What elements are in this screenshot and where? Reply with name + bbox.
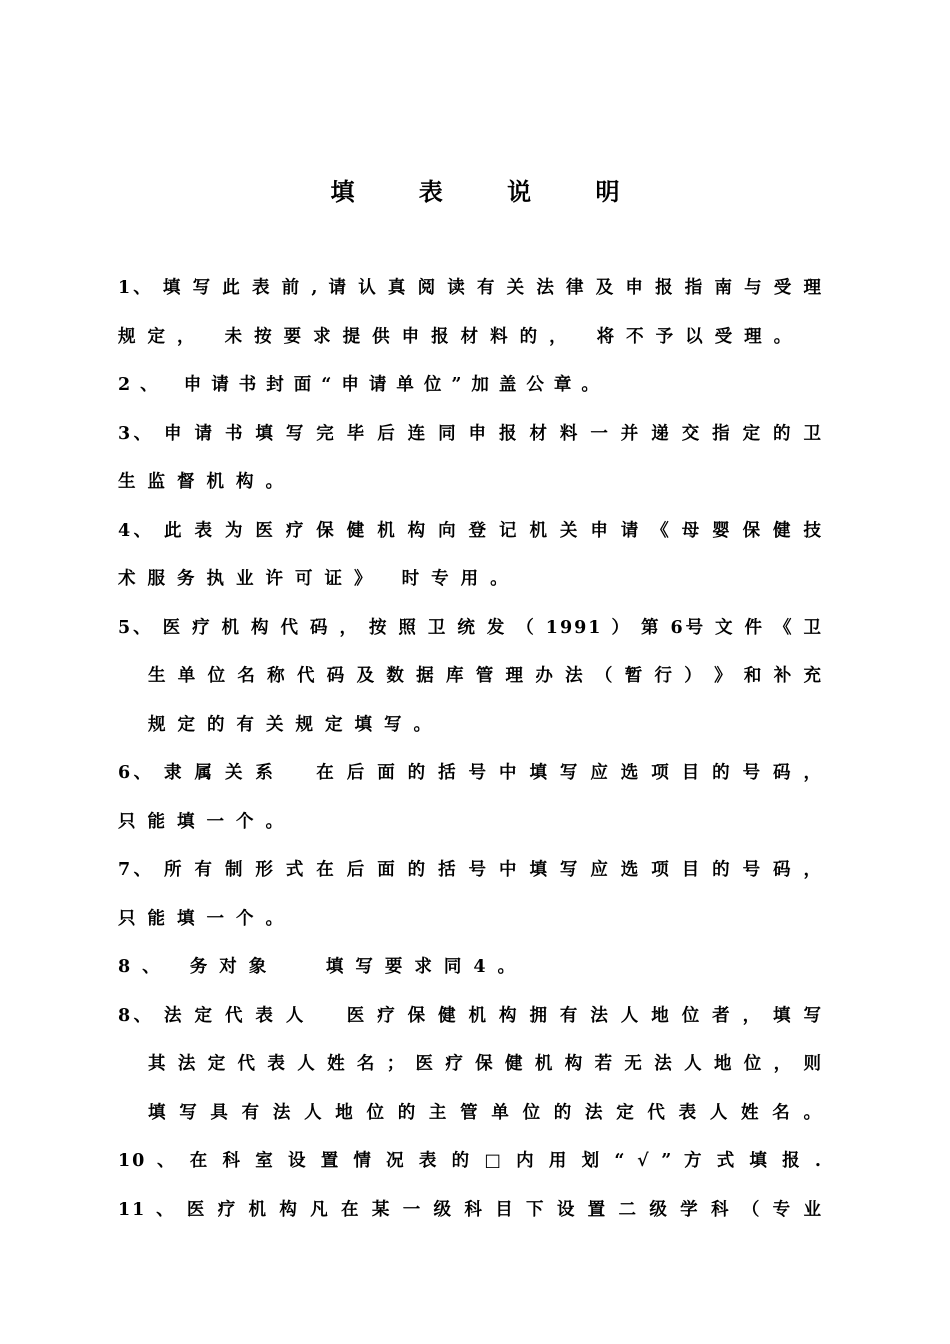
instruction-line: 5、 医 疗 机 构 代 码 ， 按 照 卫 统 发 （ 1991 ） 第 6号 文 件 《 卫: [118, 617, 823, 638]
instruction-line: 填 写 具 有 法 人 地 位 的 主 管 单 位 的 法 定 代 表 人 姓 名 。: [148, 1102, 823, 1123]
instruction-line: 10 、 在 科 室 设 置 情 况 表 的 □ 内 用 划 “ √ ” 方 式 填 报 .: [118, 1151, 823, 1171]
instruction-line: 只能填一个。: [118, 811, 295, 832]
instruction-line: 8、 法 定 代 表 人 医 疗 保 健 机 构 拥 有 法 人 地 位 者 ， 填 写: [118, 1005, 823, 1026]
instruction-line: 6、 隶 属 关 系 在 后 面 的 括 号 中 填 写 应 选 项 目 的 号 码 ，: [118, 763, 823, 783]
instruction-line: 只能填一个。: [118, 908, 295, 929]
instruction-line: 8、 务对象 填写要求同4。: [118, 957, 528, 977]
instruction-line: 1、 填 写 此 表 前 , 请 认 真 阅 读 有 关 法 律 及 申 报 指 南 与 受 理: [118, 278, 823, 298]
instruction-list: [118, 264, 823, 1234]
instruction-line: 生 单 位 名 称 代 码 及 数 据 库 管 理 办 法 （ 暂 行 ） 》 和 补 充: [148, 666, 823, 686]
instruction-line: 规定， 未按要求提供申报材料的， 将不予以受理。: [118, 326, 804, 347]
instruction-line: 规定的有关规定填写。: [148, 714, 443, 735]
instruction-line: 2、 申请书封面“申请单位”加盖公章。: [118, 375, 609, 395]
instruction-line: 生监督机构。: [118, 472, 295, 492]
document-title: 填 表 说 明: [330, 177, 648, 206]
instruction-line: 其 法 定 代 表 人 姓 名 ； 医 疗 保 健 机 构 若 无 法 人 地 位 ， 则: [148, 1054, 823, 1074]
instruction-line: 11 、 医 疗 机 构 凡 在 某 一 级 科 目 下 设 置 二 级 学 科 （ 专 业: [118, 1199, 823, 1220]
instruction-line: 7、 所 有 制 形 式 在 后 面 的 括 号 中 填 写 应 选 项 目 的 号 码 ，: [118, 860, 823, 880]
instruction-line: 术服务执业许可证》 时专用。: [118, 569, 520, 589]
instruction-line: 3、 申 请 书 填 写 完 毕 后 连 同 申 报 材 料 一 并 递 交 指 定 的 卫: [118, 423, 823, 444]
instruction-line: 4、 此 表 为 医 疗 保 健 机 构 向 登 记 机 关 申 请 《 母 婴 保 健 技: [118, 520, 823, 541]
